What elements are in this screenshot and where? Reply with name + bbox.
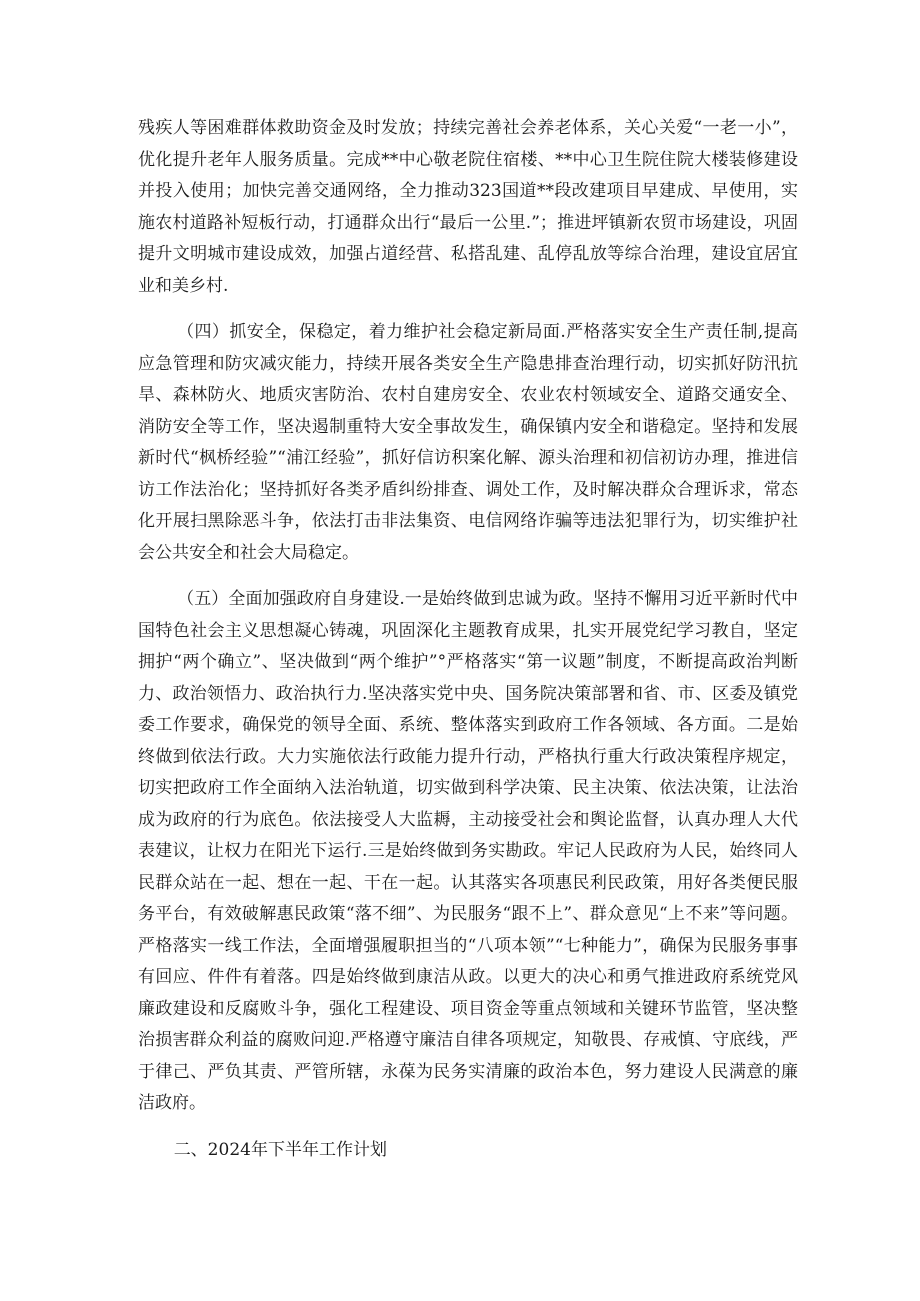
- section-heading-second-half-plan: 二、2024年下半年工作计划: [173, 1139, 387, 1160]
- document-body: [138, 113, 798, 1166]
- paragraph-social-welfare-continued: 残疾人等困难群体救助资金及时发放；持续完善社会养老体系，关心关爱“一老一小”，优化提升老年人服务质量。完成**中心敬老院住宿楼、**中心卫生院住院大楼装修建设并投入使用；加快完善交通网络，全力推动323国道**段改建项目早建成、早使用，实施农村道路补短板行动，打通群众出行“最后一公里.”；推进坪镇新农贸市场建设，巩固提升文明城市建设成效，加强占道经营、私搭乱建、乱停乱放等综合治理，建设宜居宜业和美乡村.: [138, 118, 798, 296]
- paragraph-safety-stability: （四）抓安全，保稳定，着力维护社会稳定新局面.严格落实安全生产责任制,提高应急管理和防灾减灾能力，持续开展各类安全生产隐患排查治理行动，切实抓好防汛抗旱、森林防火、地质灾害防治、农村自建房安全、农业农村领域安全、道路交通安全、消防安全等工作，坚决遏制重特大安全事故发生，确保镇内安全和谐稳定。坚持和发展新时代“枫桥经验”“浦江经验”，抓好信访积案化解、源头治理和初信初访办理，推进信访工作法治化；坚持抓好各类矛盾纠纷排查、调处工作，及时解决群众合理诉求，常态化开展扫黑除恶斗争，依法打击非法集资、电信网络诈骗等违法犯罪行为，切实维护社会公共安全和社会大局稳定。: [138, 322, 798, 563]
- paragraph-government-self-building: （五）全面加强政府自身建设.一是始终做到忠诚为政。坚持不懈用习近平新时代中国特色社会主义思想凝心铸魂，巩固深化主题教育成果，扎实开展党纪学习教自，坚定拥护“两个确立”、坚决做到“两个维护”°严格落实“第一议题”制度，不断提高政治判断力、政治领悟力、政治执行力.坚决落实党中央、国务院决策部署和省、市、区委及镇党委工作要求，确保党的领导全面、系统、整体落实到政府工作各领域、各方面。二是始终做到依法行政。大力实施依法行政能力提升行动，严格执行重大行政决策程序规定，切实把政府工作全面纳入法治轨道，切实做到科学决策、民主决策、依法决策，让法治成为政府的行为底色。依法接受人大监耨，主动接受社会和舆论监督，认真办理人大代表建议，让权力在阳光下运行.三是始终做到务实勘政。牢记人民政府为人民，始终同人民群众站在一起、想在一起、干在一起。认其落实各项惠民利民政策，用好各类便民服务平台，有效破解惠民政策“落不细”、为民服务“跟不上”、群众意见“上不来”等问题。严格落实一线工作法，全面增强履职担当的“八项本领”“七种能力”，确保为民服务事事有回应、件件有着落。四是始终做到康洁从政。以更大的决心和勇气推进政府系统党风廉政建设和反腐败斗争，强化工程建设、项目资金等重点领域和关键环节监管，坚决整治损害群众利益的腐败问迎.严格遵守廉洁自律各项规定，知敬畏、存戒慎、守底线，严于律己、严负其责、严管所辖，永葆为民务实清廉的政治本色，努力建设人民满意的廉洁政府。: [138, 589, 798, 1113]
